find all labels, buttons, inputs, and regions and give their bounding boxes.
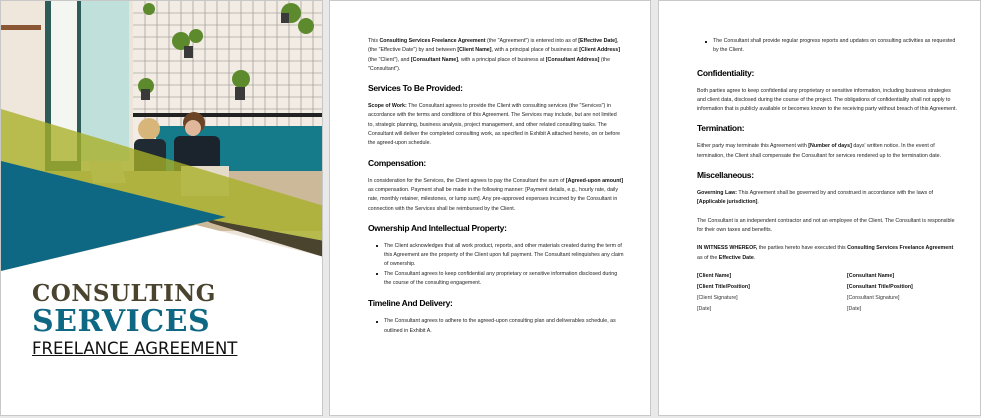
confidentiality-heading: Confidentiality: [697, 67, 755, 78]
client-date-field: [Date] [697, 305, 712, 312]
miscellaneous-heading: Miscellaneous: [697, 170, 754, 181]
compensation-heading: Compensation: [368, 157, 426, 168]
client-signature-field: [Client Signature] [697, 294, 738, 301]
client-name-field: [Client Name] [697, 272, 732, 279]
cover-title [32, 281, 237, 360]
list-item: The Consultant agrees to adhere to the agreed-upon consulting plan and deliverables schedule, as outlined in Exhibit A. [384, 317, 624, 336]
termination-heading: Termination: [697, 123, 745, 134]
ownership-list [368, 242, 624, 288]
timeline-list-continued [697, 37, 960, 56]
title-consulting: CONSULTING [32, 280, 216, 307]
consultant-signature-field: [Consultant Signature] [847, 294, 900, 301]
consultant-title-field: [Consultant Title/Position] [847, 283, 913, 290]
title-freelance-agreement: FREELANCE AGREEMENT [32, 339, 238, 358]
witness-paragraph: IN WITNESS WHEREOF, the parties hereto have executed this Consulting Services Freelance Agreement as of the Effective Date. [697, 245, 954, 261]
compensation-paragraph: In consideration for the Services, the Client agrees to pay the Consultant the sum of [Agreed-upon amount] as compensation. Payment shall be made in the following manner: [Payment details, e.g., hourly rate, daily rate, monthly retainer, milestones, or lump sum]. Any pre-approved expenses incurred by the Consultant in connection with the Services shall be reimbursed by the Client. [368, 177, 623, 212]
timeline-heading: Timeline And Delivery: [368, 298, 453, 309]
agreement-page-3 [658, 0, 981, 416]
cover-page [0, 0, 323, 416]
list-item: The Consultant shall provide regular progress reports and updates on consulting activities as requested by the Client. [713, 37, 960, 56]
ownership-heading: Ownership And Intellectual Property: [368, 222, 507, 233]
cover-photo [1, 1, 323, 271]
list-item: The Consultant agrees to keep confidential any proprietary or sensitive information disclosed during the course of the consulting engagement. [384, 270, 624, 289]
services-heading: Services To Be Provided: [368, 83, 463, 94]
services-paragraph: Scope of Work: The Consultant agrees to provide the Client with consulting services (the "Services") in accordance with the terms and conditions of this Agreement. The Services may include, but are not limited to, strategic planning, business analysis, project management, and other related consulting tasks. The Consultant will deliver the completed consulting work, as specified in Exhibit A attached hereto, on or before the agreed-upon schedule. [368, 103, 621, 147]
title-services: SERVICES [32, 304, 211, 339]
page-3-content [697, 37, 960, 313]
governing-law-paragraph: Governing Law: This Agreement shall be governed by and construed in accordance with the laws of [Applicable jurisdiction]. [697, 190, 934, 206]
confidentiality-paragraph: Both parties agree to keep confidential any proprietary or sensitive information, including business strategies and client data, disclosed during the course of the project. The obligations of confidentiality shall not apply to information that is publicly available or becomes known to the receiving party without breach of this Agreement. [697, 87, 957, 113]
contractor-paragraph: The Consultant is an independent contractor and not an employee of the Client. The Consultant is responsible for their own taxes and benefits. [697, 217, 955, 233]
timeline-list [368, 317, 624, 336]
signature-block [697, 272, 960, 313]
client-title-field: [Client Title/Position] [697, 283, 750, 290]
agreement-page-2 [329, 0, 651, 416]
consultant-date-field: [Date] [847, 305, 862, 312]
cover-photo-graphic [1, 1, 323, 271]
termination-paragraph: Either party may terminate this Agreement with [Number of days] days' written notice. In the event of termination, the Client shall compensate the Consultant for services rendered up to the termination date. [697, 143, 942, 159]
intro-paragraph: This Consulting Services Freelance Agreement (the "Agreement") is entered into as of [Effective Date], (the "Effective Date") by and between [Client Name], with a principal place of business at [Client Address] (the "Client"), and [Consultant Name], with a principal place of business at [Consultant Address] (the "Consultant"). [368, 38, 620, 72]
list-item: The Client acknowledges that all work product, reports, and other materials created during the term of this Agreement are the property of the Client upon full payment. The Consultant relinquishes any claim of ownership. [384, 242, 624, 270]
consultant-name-field: [Consultant Name] [847, 272, 895, 279]
page-2-content [368, 37, 624, 346]
